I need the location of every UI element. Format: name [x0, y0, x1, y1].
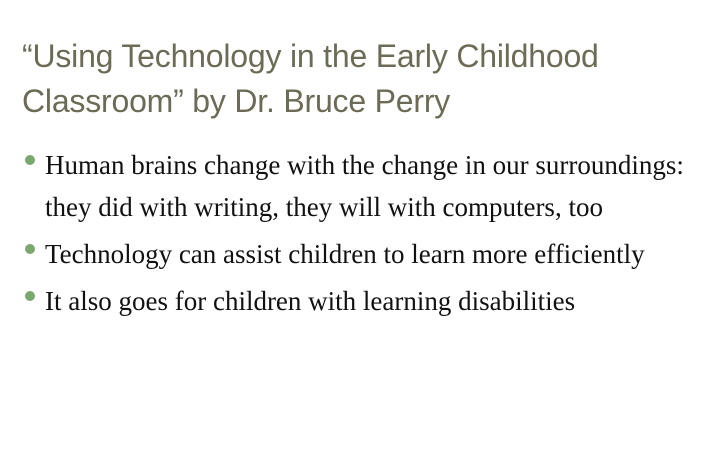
bullet-dot-icon	[25, 291, 35, 301]
bullet-dot-icon	[25, 244, 35, 254]
bullet-item	[22, 144, 687, 228]
bullet-dot-icon	[25, 155, 35, 165]
bullet-item	[22, 233, 687, 275]
bullet-list	[22, 144, 687, 327]
bullet-item	[22, 280, 687, 322]
slide-title: “Using Technology in the Early Childhood Classroom” by Dr. Bruce Perry	[22, 38, 599, 119]
bullet-text: Human brains change with the change in our surroundings: they did with writing, they will with computers, too	[45, 150, 684, 222]
bullet-text: Technology can assist children to learn more efficiently	[45, 239, 645, 269]
bullet-text: It also goes for children with learning disabilities	[45, 286, 576, 316]
